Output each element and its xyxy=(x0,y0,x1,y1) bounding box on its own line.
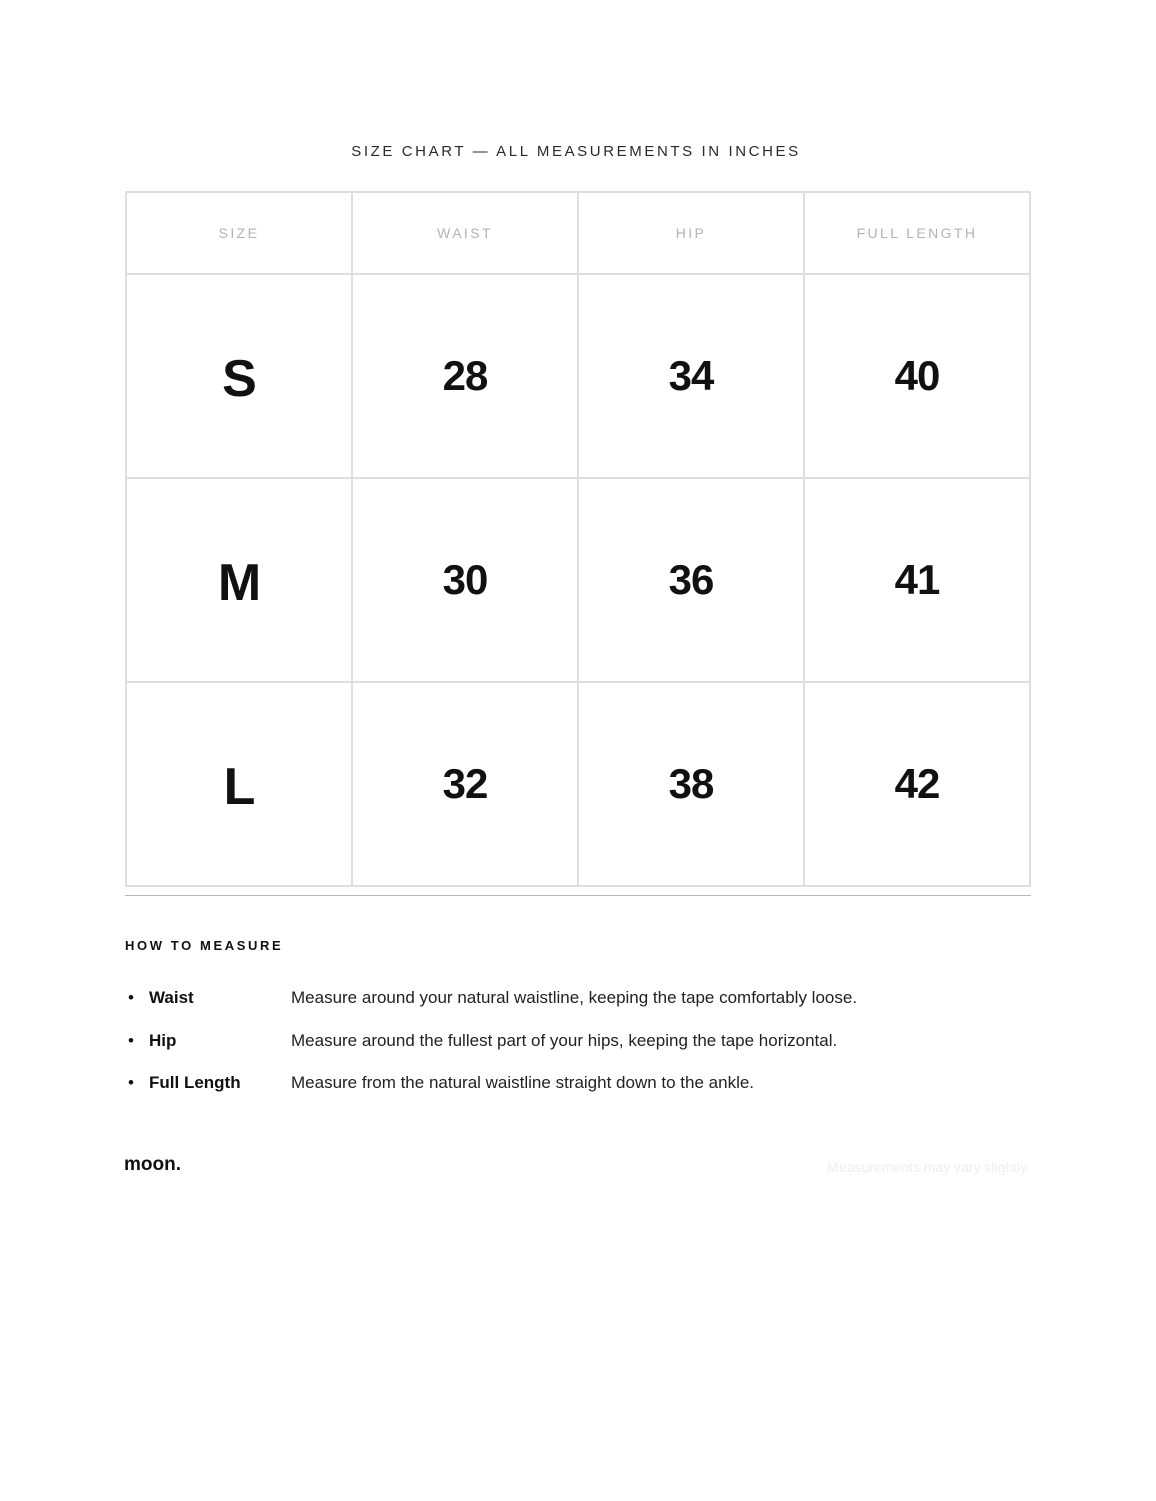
bullet-icon: • xyxy=(128,988,134,1007)
waist-cell: 32 xyxy=(352,682,578,886)
hip-cell: 36 xyxy=(578,478,804,682)
page-title: SIZE CHART — ALL MEASUREMENTS IN INCHES xyxy=(351,143,801,160)
hip-cell: 34 xyxy=(578,274,804,478)
measure-term: Hip xyxy=(149,1030,177,1050)
column-header-waist: WAIST xyxy=(352,192,578,274)
list-item xyxy=(125,1026,1031,1069)
section-divider xyxy=(125,895,1031,896)
table-row xyxy=(126,274,1030,478)
hip-cell: 38 xyxy=(578,682,804,886)
measure-term: Waist xyxy=(149,988,194,1007)
measure-description: Measure around your natural waistline, keeping the tape comfortably loose. xyxy=(291,988,858,1007)
column-header-hip: HIP xyxy=(578,192,804,274)
brand-logo: moon. xyxy=(124,1154,181,1175)
footnote: Measurements may vary slightly. xyxy=(827,1159,1030,1175)
bullet-icon: • xyxy=(128,1073,134,1092)
table-row xyxy=(126,682,1030,886)
list-item xyxy=(125,983,1031,1026)
full-length-cell: 42 xyxy=(804,682,1030,886)
waist-cell: 30 xyxy=(352,478,578,682)
size-cell: S xyxy=(126,274,352,478)
how-to-measure-list xyxy=(125,983,1031,1111)
list-item xyxy=(125,1068,1031,1111)
measure-term: Full Length xyxy=(149,1073,241,1092)
column-header-full-length: FULL LENGTH xyxy=(804,192,1030,274)
column-header-size: SIZE xyxy=(126,192,352,274)
table-row xyxy=(126,478,1030,682)
measure-description: Measure from the natural waistline straight down to the ankle. xyxy=(291,1073,755,1092)
measure-description: Measure around the fullest part of your hips, keeping the tape horizontal. xyxy=(291,1030,838,1050)
size-chart-table xyxy=(125,191,1031,887)
waist-cell: 28 xyxy=(352,274,578,478)
full-length-cell: 41 xyxy=(804,478,1030,682)
bullet-icon: • xyxy=(128,1030,134,1050)
size-cell: L xyxy=(126,682,352,886)
size-cell: M xyxy=(126,478,352,682)
full-length-cell: 40 xyxy=(804,274,1030,478)
how-to-measure-heading: HOW TO MEASURE xyxy=(125,938,284,953)
table-header-row xyxy=(126,192,1030,274)
